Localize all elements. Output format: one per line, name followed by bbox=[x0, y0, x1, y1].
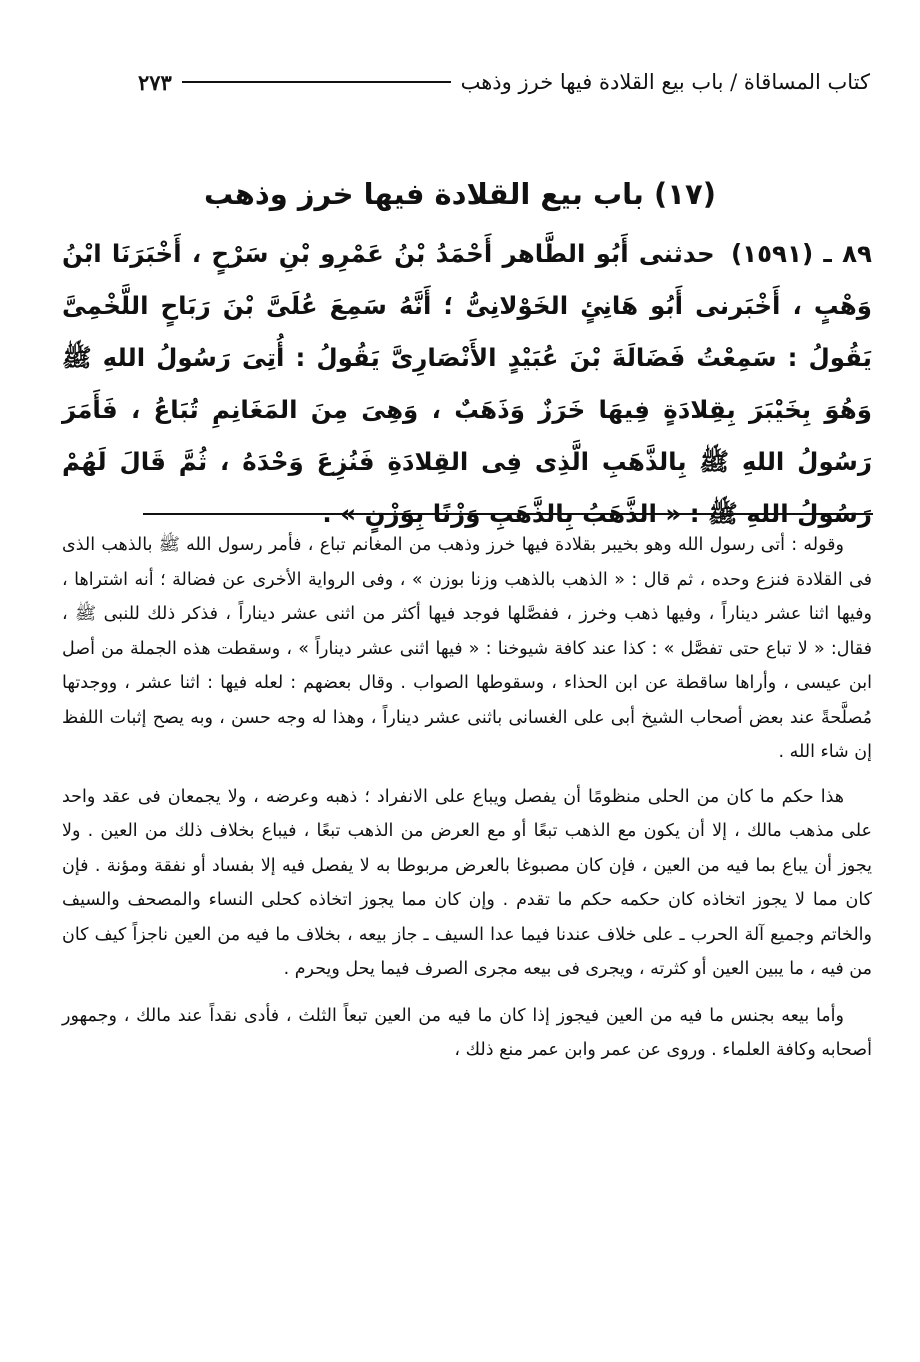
page-number: ٢٧٣ bbox=[138, 69, 172, 95]
footnote-divider bbox=[143, 513, 873, 515]
running-header bbox=[138, 62, 870, 102]
commentary-paragraph: وقوله : أتى رسول الله وهو بخيبر بقلادة فيها خرز وذهب من المغانم تباع ، فأمر رسول الله ﷺ بالذهب الذى فى القلادة فنزع وحده ، ثم قال : « الذهب بالذهب وزنا بوزن » ، وفى الرواية الأخرى عن فضالة ؛ أنه اشتراها ، وفيها اثنا عشر ديناراً ، وفيها ذهب وخرز ، ففصَّلها فوجد فيها أكثر من اثنى عشر ديناراً ، فذكر ذلك للنبى ﷺ ، فقال: « لا تباع حتى تفصَّل » : كذا عند كافة شيوخنا : « فيها اثنى عشر ديناراً » ، وسقطت هذه الجملة من أصل ابن عيسى ، وأراها ساقطة عن ابن الحذاء ، وسقوطها الصواب . وقال بعضهم : لعله فيها : اثنا عشر ، ووجدتها مُصلَّحةً عند بعض أصحاب الشيخ أبى على الغسانى باثنى عشر ديناراً ، وهذا له وجه حسن ، وبه يصح إثبات اللفظ إن شاء الله . bbox=[62, 535, 872, 762]
hadith-number: ٨٩ ـ (١٥٩١) bbox=[730, 239, 872, 268]
hadith-text: حدثنى أَبُو الطَّاهر أَحْمَدُ بْنُ عَمْرِو بْنِ سَرْحٍ ، أَخْبَرَنَا ابْنُ وَهْبٍ ، أَخْبَرنى أَبُو هَانِئٍ الخَوْلانِىُّ ؛ أَنَّهُ سَمِعَ عُلَىَّ بْنَ رَبَاحٍ اللَّخْمِىَّ يَقُولُ : سَمِعْتُ فَضَالَةَ بْنَ عُبَيْدٍ الأَنْصَارِىَّ يَقُولُ : أُتِىَ رَسُولُ اللهِ ﷺ وَهُوَ بِخَيْبَرَ بِقِلادَةٍ فِيهَا خَرَزٌ وَذَهَبٌ ، وَهِىَ مِنَ المَغَانِمِ تُبَاعُ ، فَأَمَرَ رَسُولُ اللهِ ﷺ بِالذَّهَبِ الَّذِى فِى القِلادَةِ فَنُزِعَ وَحْدَهُ ، ثُمَّ قَالَ لَهُمْ رَسُولُ اللهِ ﷺ : « الذَّهَبُ بِالذَّهَبِ وَزْنًا بِوَزْنٍ » . bbox=[62, 239, 872, 528]
commentary-block bbox=[62, 528, 872, 1068]
running-title: كتاب المساقاة / باب بيع القلادة فيها خرز وذهب bbox=[460, 70, 870, 94]
commentary-paragraph: وأما بيعه بجنس ما فيه من العين فيجوز إذا كان ما فيه من العين تبعاً الثلث ، فأدى نقداً عند مالك ، وجمهور أصحابه وكافة العلماء . وروى عن عمر وابن عمر منع ذلك ، bbox=[62, 1005, 872, 1060]
chapter-title: (١٧) باب بيع القلادة فيها خرز وذهب bbox=[204, 177, 716, 211]
hadith-text-block bbox=[62, 228, 872, 540]
commentary-paragraph: هذا حكم ما كان من الحلى منظومًا أن يفصل ويباع على الانفراد ؛ ذهبه وعرضه ، ولا يجمعان فى عقد واحد على مذهب مالك ، إلا أن يكون مع الذهب تبعًا أو مع العرض من الذهب تبعًا ، فيباع بخلاف ذلك من العين . ولا يجوز أن يباع بما فيه من العين ، فإن كان مصبوغا بالعرض مربوطا به لا يفصل فيه إلا بفساد أو نفقة ومؤنة . فإن كان مما لا يجوز اتخاذه كان حكمه حكم ما تقدم . وإن كان مما يجوز اتخاذه كحلى النساء والمصحف والسيف والخاتم وجميع آلة الحرب ـ على خلاف عندنا فيما عدا السيف ـ جاز بيعه ، بخلاف ما فيه من العين ناجزاً كيف كان من فيه ، ما يبين العين أو كثرته ، ويجرى فى بيعه مجرى الصرف فيما يحل ويحرم . bbox=[62, 786, 872, 979]
header-rule bbox=[182, 81, 451, 83]
